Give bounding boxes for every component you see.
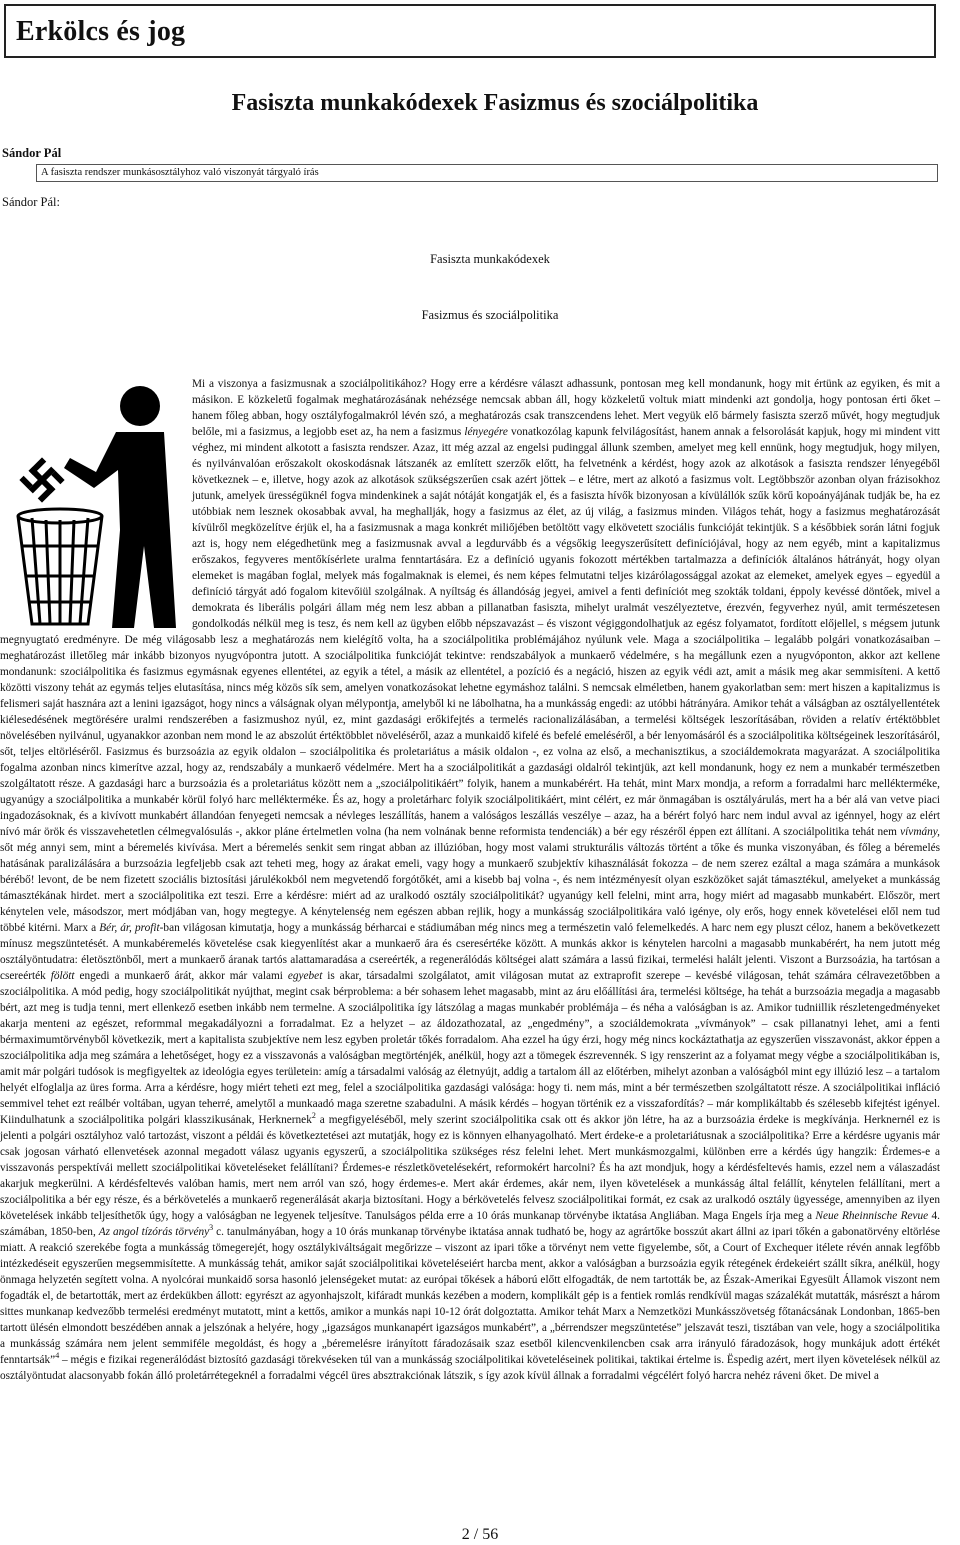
body-emphasis: Az angol tízórás törvény [98, 1226, 210, 1238]
author-label: Sándor Pál [2, 146, 62, 160]
article-title: Fasiszta munkakódexek Fasizmus és szociálpolitika [231, 90, 759, 116]
site-title[interactable]: Erkölcs és jog [16, 16, 186, 47]
body-segment: vonatkozólag kapunk felvilágosítást, hanem annak a felsorolását kapjuk, hogy mi mindent vitt véghez, mi mindent alkotott a fasiszta rendszer. Azaz, itt még azzal az engelsi pudinggal állunk szemben, amelyet meg kell ennünk, hogy megtudjuk, hogy milyen, és nyilvánvalóan erőszakolt okoskodásnak látszanék az említett szerzők előtt, ha felvetnénk a kérdést, hogy azok az alkotások a fasiszta rendszer lényegéből következnek – e, illetve, hogy azok az alkotások szükségszerűen csak azért jöttek – e létre, mert az alkotó a fasizmus volt. Legtöbbször azonban olyan frázisokhoz jutunk, amelyek ürességüknél fogva mindenkinek a saját nótáját kongatják el, és a fasiszta hívők bizonyosan a kívülállók szűk körű kopoányájának tudják be, ha ez utóbbiak nem lesznek okosabbak avval, ha meghallják, hogy a fasizmus az élet, az új világ, a fasizmus minden. Világos tehát, hogy a fasizmus meghatározását kívülről megközelítve érjük el, ha a fasizmusnak a maga konkrét miliőjében betöltött vagy elkövetett szociális funkcióját tekintjük. S a későbbiek során látni fogjuk azt is, hogy nem elégedhetünk meg a fasizmusnak avval a legdurvább és a végsőkig leegyszerűsített definíciójával, hogy az nem egyéb, mint a kapitalizmus erőszakos, fegyveres mentőkísérlete uralma fenntartására. Ez a definíció ugyanis fokozott mértékben tartalmazza a definíciók általános hátrányát, hogy olyan elemeket is magában foglal, melyek más fogalmaknak is elemei, és nem képes felmutatni teljes kizárólagossággal azokat az elemeket, amelyek egyes – egyedül a definíció tárgyát adó fogalom kitevőiül szolgálnak. A nyíltság és állandóság jegyei, amivel a fenti definíciót meg szokták toldani, éppoly kevéssé döntőek, mivel a demokrata és liberális polgári állam még nem lesz abban a pillanatban fasiszta, mihelyt uralmát veszélyeztetve, érezvén, fegyverhez nyúl, amit természetesen gondolkodás nélkül meg is tesz, és nem kell az ügyben előbb népszavazást – és viszont végiggondolhatjuk az egész folyamatot, fordított előjellel, s mégsem jutunk megnyugtató eredményre. De még világosabb lesz a meghatározás nem kielégítő volta, ha a szociálpolitika problémájához nyúlunk vele. Maga a szociálpolitika – legalább polgári vonatkozásaiban – meghatározást illetőleg már inkább bizonyos nyugvópontra jutott. A szociálpolitika funkcióját tekintve: rendszabályok a munkaerő védelmére, s ha megállunk ezen a nyugvóponton, akkor azt kellene mondanunk: szociálpolitika és fasizmus egymásnak egyenes ellentétei, az egyik a tétel, a másik az ellentétel, a pozíció és a negáció, hiszen az egyik védi azt, amit a másik meg akar semmisíteni. A kettő közötti viszony tehát az egymás teljes elutasítása, nincs még közös sík sem, amelyen vonatkozásokat lehetne egymáshoz találni. S nemcsak elméletben, hanem gyakorlatban sem: mert hiszen a kapitalizmus is felismeri saját hasznára azt a lenini igazságot, hogy nincs a válságnak olyan mélypontja, amelyből ki ne lábolhatna, ha a munkásság engedi: az utóbbi hátrányára. Amikor tehát a válságban az osztályellentétek kiélesedésének megtörésére uralmi rendszerében a fasizmushoz nyúl, ez, mint gazdasági erőkifejtés a termelés racionalizálásában, a termelési költségek leszorításában, röviden a relatív értéktöbblet növelésében nyilvánul, ugyanakkor azonban nem mond le az abszolút értéktöbblet növeléséről, azaz a munkaidő kifelé és befelé emeléséről, a bér lenyomásáról és a szociálpolitika költségeinek leszorításáról, sőt, teljes eltörléséről. Fasizmus és burzsoázia az egyik oldalon – szociálpolitika és proletariátus a másik oldalon -, ez volna az első, a mechanisztikus, a szociáldemokrata magyarázat. A szociálpolitika fogalma azonban nincs kimerítve azzal, hogy az, rendszabály a munkaerő védelmére. Mert ha a szociálpolitikát a gazdasági oldalról tekintjük, azt kell mondanunk, hogy ez nem a munkabér természetben szolgáltatott része. A gazdasági harc a burzsoázia és a proletariátus között nem a „szociálpolitikáért” folyik, hanem a munkabérért. Ha tehát, mint Marx mondja, a reform a forradalmi harc mellékterméke, ugyanúgy a szociálpolitika a munkabér körül folyó harc mellékterméke. És az, hogy a proletárharc folyik szociálpolitikáért, mint célért, ez már önmagában is osztályárulás, mert ha a bér alá van vetve piaci ingadozásoknak, és a kivívott munkabért állandóan fenyegeti nemcsak a névleges leszállítás, hanem a valóságos leszállás veszélye – azaz, ha a bérért folyó harc nem indul avval az igénnyel, hogy az elért nívó már örök és visszavehetetlen célmegvalósulás -, akkor pláne értelmetlen volna (ha nem volnának benne reformista tendenciák) a bér egy részéről éppen ezt állítani. A szociálpolitika tehát nem [0, 426, 940, 838]
body-emphasis: Bér, ár, profit [99, 922, 160, 934]
body-emphasis: Neue Rheinnische Revue [815, 1210, 929, 1222]
site-header [4, 4, 936, 58]
body-segment: c. tanulmányában, hogy a 10 órás munkanap törvénybe iktatása annak tudható be, hogy az agrártőke bosszút akart állni az ipari tőkén a gabonatörvény eltörlése miatt. A reakció szerekébe fogta a munkásság tömegerejét, hogy osztálykiváltságait megőrizze – viszont az ipari tőke a törvényt nem vette figyelembe, sőt, a Court of Exchequer itélete révén annak legfőbb intézkedéseit egyszerűen megsemmisítette. A munkásság tehát, amikor saját szociálpolitikai követeléseiért harcba ment, akkor a valóságban a burzsoázia egyik rétegének érdekeiért szállt síkra, anélkül, hogy önmaga helyzetén segített volna. A nyolcórai munkaidő sorsa hasonló jelenségeket mutat: az európai tőkések a háború előtt elfogadták, de nem tartották be, az Észak-Amerikai Egyesült Államok viszont nem fogadták el, de betartották, mert az érdekükben állott: egyrészt az agyonhajszolt, kifáradt munkás kezében a modern, komplikált gép is a fentiek romlás rendkívül magas százalékát mutatták, másrészt a három sittes munkanap kedvezőbb termelési eredményt mutatott, mint a kettős, amikor a munkás napi 10-12 órát dolgoztatta. Amikor tehát Marx a Nemzetközi Munkásszövetség főtanácsának Londonban, 1865-ben tartott ülésén elmondott beszédében annak a jelszónak a helyére, hogy „igazságos munkanapért igazságos munkabért”, a „bérrendszer megszüntetése” jelszavát teszi, tisztában van vele, hogy a szociálpolitika a munkásság számára nem jelent semmiféle megoldást, és hogy a „béremelésre irányított fáradozásaik szaz esetből kilencvenkilencben csak arra irányuló fáradozások, hogy munkájuk adott értékét fenntartsák” [0, 1226, 940, 1366]
footnote-ref[interactable]: 2 [311, 1111, 316, 1121]
footnote-ref[interactable]: 3 [209, 1223, 214, 1233]
body-segment: is akar, társadalmi szolgálatot, amit világosan mutat az extraprofit szerepe – kevésbé világosan, tehát számára célravezetőbben a szociálpolitika. A mód pedig, hogy szociálpolitikát nyújthat, megint csak bérproblema: a bér sohasem lehet magasabb, mint az áru előállítási ára, termelési költsége, ha tehát a burzsoázia megadja a magasabb bért, azt meg is tudja tenni, mert ellenkező esetben inkább nem termelne. A szociálpolitika így látszólag a magas munkabér problémája – és néha a valóságban is az. Amikor tudniillik részletengedményeket akarja menteni az egészet, reformmal megakadályozni a forradalmat. Ez a helyzet – az áldozathozatal, az „engedmény”, a szociáldemokrata „vívmányok” – csak pillanatnyi lehet, ami a fenti bérmaximumtörvényből következik, mert a kapitalista szubjektíve nem lesz egyben proletár tőkés forradalom. Aha ezzel ha úgy érzi, hogy még nincs kockáztathatja az egyszerűen visszavonást, akkor éppen a szociálpolitika adja meg számára a lehetőséget, hogy ez a visszavonás a valóságban megtörténjék, anélkül, hogy azt a tömegek észrevennék. S igy renszerint az a folyamat megy végbe a szociálpolitikában is, amit már polgári tudósok is megfigyeltek az ideológia egyes területein: amíg a társadalmi valóság az életnyújt, addig a tartalom áll az előtérben, mihelyt azonban a valóságból mint egy illúzió lesz – a tartalom helyét elfoglalja az üres forma. Arra a kérdésre, hogy miért teheti ezt meg, felel a szociálpolitika gazdasági valósága: hogy ti. nem más, mint a bér természetben szolgáltatott része. A szociálpolitikai infláció semmivel tehet ezt reálbér voltában, ugyan teherré, amelytől a munkaadó maga szeretne szabadulni. A másik kérdés – hogyan történik ez a visszafordítás? – már komplikáltabb és szélesebb kifejtést igényel. Kiindulhatunk a szociálpolitika polgári klasszikusának, Herknernek [0, 970, 941, 1126]
body-segment: – mégis e fizikai regenerálódást biztosító gazdasági törekvéseken túl van a munkásság szociálpolitikai követeléseinek politikai, taktikai értelme is. Ëspedig azért, mert ilyen követelések nélkül az osztályöntudat alacsonyabb fokán álló proletárrétegeknél a forradalmi végcél üres absztrakciónak látszik, s így azok kívül állnak a forradalmi végcélért folyó harcra nehéz ráveni őket. De mivel a [0, 1354, 940, 1382]
body-segment: a megfigyeléséből, mely szerint szociálpolitika csak ott és akkor jön létre, ha az a burzsoázia érdeke is megkívánja. Herknernél ez is jelenti a polgári osztályhoz való tartozást, viszont a példái és következtetései azt mutatják, hogy ez is könnyen elhanyagolható. Mert érdeke-e a proletariátusnak a szociálpolitika? Erre a kérdésre ugyanis már csak jogosan várható ellenvetések azonnal megadott válasz ugyanis egyszerű, a szociálpolitika szükséges rész felelni lehet. Mert munkásmozgalmi, különben erre a kérdés úgy hangzik: Érdemes-e a visszavonás perspektívái mellett szociálpolitikai követeléseket felállítani? Érdemes-e részletkövetelésekért, reformokért harcolni? És ha azt mondjuk, hogy a kérdésfeltevés hamis, ezzel nem a válaszadást akarjuk megkerülni. A kérdésfeltevés valóban hamis, mert nem arról van szó, hogy érdemes-e. Mert akár érdemes, akár nem, ilyen követelések a munkásság által felállít, kénytelen felállítani, mert a szociálpolitika a bér egy része, és a bérkövetelés a munkaerő regenerálását akarja biztosítani. Hogy a bérkövetelés felvesz szociálpolitikai formát, ez csak az uralkodó osztály ügyessége, amennyiben az ilyen követelések inkább teljesíthetők úgy, hogy a valóságban ne legyenek teljesítve. Tanulságos példa erre a 10 órás munkanap törvénybe iktatása Angliában. Maga Engels írja meg a [0, 1114, 940, 1222]
author-byline: Sándor Pál: [2, 195, 60, 209]
article-lead: A fasiszta rendszer munkásosztályhoz való viszonyát tárgyaló írás [36, 164, 938, 182]
body-segment: engedi a munkaerő árát, akkor már valami [74, 970, 288, 982]
body-segment: -ban világosan kimutatja, hogy a munkásság bérharcai e stádiumában még nincs meg a természetin való felemelkedés. A harc nem egy pluszt céloz, hanem a bekövetkezett mínusz megszüntetését. A munkabéremelés követelése csak kiegyenlítést akar a munkaerő ára és cseresértéke között. A munkás akkor is kénytelen harcolni a magasabb munkabérért, ha nem jutott még osztályöntudatra: életösztönből, mert a munkaerő áranak tartós alattamaradása a csereérték, a regenerálódás költségei alatt számára a lassú fizikai, termelési halált jelenti. Viszont a Burzsoázia, ha tartósan a csereérték [0, 922, 941, 982]
footnote-ref[interactable]: 4 [55, 1351, 60, 1361]
body-emphasis: fölött [50, 970, 75, 982]
page-number: 2 / 56 [461, 1526, 499, 1543]
body-segment: 4. számában, 1850-ben, [0, 1210, 941, 1238]
body-emphasis: egyebet [287, 970, 323, 982]
article-body [0, 376, 940, 1384]
body-segment: Mi a viszonya a fasizmusnak a szociálpolitikához? Hogy erre a kérdésre választ adhassunk, pontosan meg kell mondanunk, hogy mit értünk az egyiken, és mit a másikon. E közkeletű fogalmak meghatározásának nehézsége nemcsak abban áll, hogy közkeletű voltuk miatt mindenki azt gondolja, hogy pontosan érti őket – hanem főleg abban, hogy osztályfogalmakról lévén szó, a meghatározás csak transzcendens lehet. Mert vegyük elő bármely fasiszta szerző művét, hogy megtudjuk belőle, mi a fasizmus, a legjobb eset az, ha nem a fasizmus [192, 378, 940, 438]
body-emphasis: lényegére [464, 426, 508, 438]
subtitle-1: Fasiszta munkakódexek [430, 252, 550, 266]
body-segment: sőt még annyi sem, mint a béremelés kivívása. Mert a béremelés senkit sem ringat abban az illúzióban, hogy most valami strukturális változás történt a tőke és munka viszonyában, és főleg a béremelés hatásának paralizálására a burzsoázia legfeljebb csak azt teheti meg, hogy az árakat emeli, vagy hogy a munkaerő szubjektív kihasználását fokozza – de nem szerez ezáltal a maga számára a munkások bérébő! levont, de be nem fizetett szociális biztosítási járulékokból nem megvetendő forgótőkét, ami a kisebb baj volna -, és nem intézményesít olyan eszközöket saját támasztékul, amelyeket a munkásság támasztékának hirdet. mert a szociálpolitika ezt teszi. Erre a kérdésre: miért ad az uralkodó osztály szociálpolitikát? ugyanúgy kell felelni, mint arra, hogy miért ad magasabb munkabért. Először, mert kénytelen vele, másodszor, mert módjában van, hogy megtegye. A kénytelenség nem egészen abban rejlik, hogy a munkásság szociálpolitikára való igénye, oly erős, hogy ennek követelései elől nem tud többé kitérni. Marx a [0, 842, 940, 934]
subtitle-2: Fasizmus és szociálpolitika [421, 308, 559, 322]
body-emphasis: vívmány, [900, 826, 940, 838]
